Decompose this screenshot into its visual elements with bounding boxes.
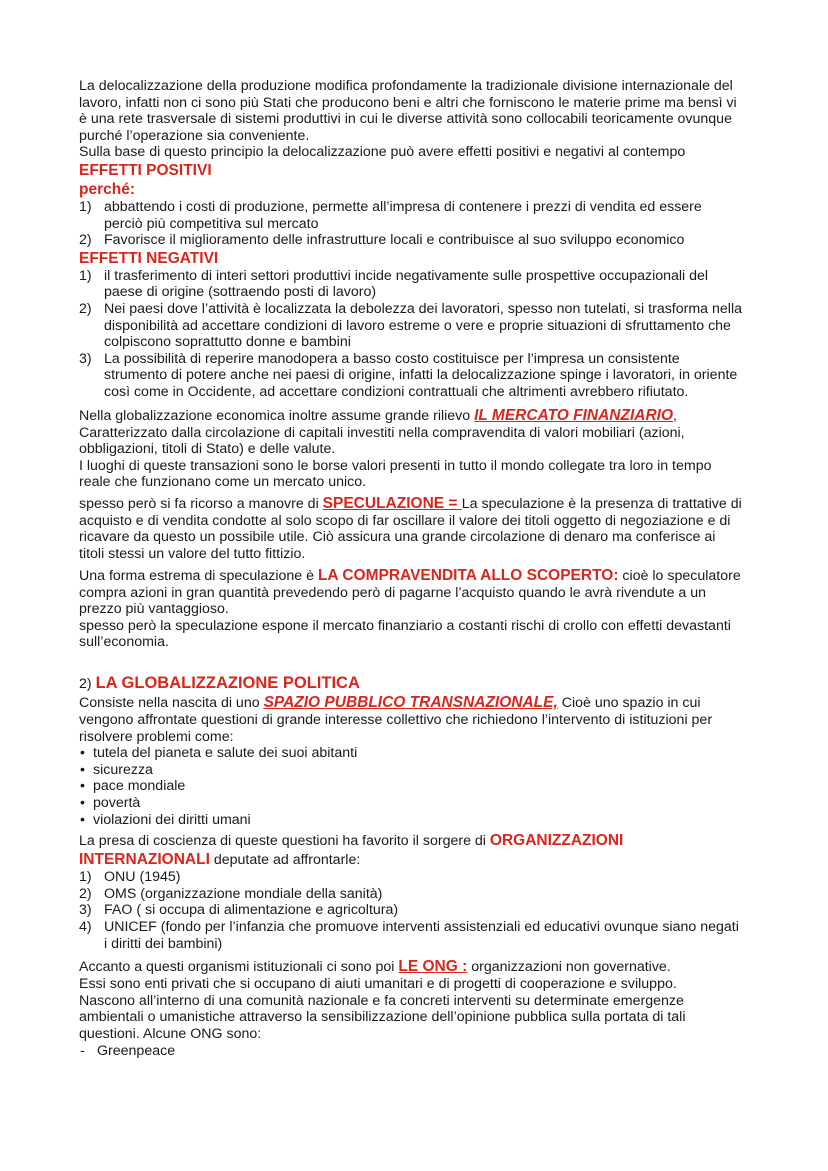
- problems-list: [79, 745, 744, 828]
- speculation-term: SPECULAZIONE =: [322, 494, 462, 512]
- list-item: • povertà: [80, 795, 141, 811]
- positive-effects-heading: EFFETTI POSITIVI: [79, 161, 212, 179]
- ong-origin-paragraph: Nascono all’interno di una comunità nazionale e fa concreti interventi su determinate emergenze ambientali o umanistiche attraverso la sensibilizzazione dell’opinione pubblica sulla portata di tali questioni. Alcune ONG sono:: [79, 992, 686, 1042]
- political-globalization-heading: 2) LA GLOBALIZZAZIONE POLITICA: [79, 674, 360, 693]
- short-selling-paragraph: Una forma estrema di speculazione è LA COMPRAVENDITA ALLO SCOPERTO: cioè lo speculatore compra azioni in gran quantità prevedendo però di pagarne l’acquisto quando le avrà rivendute a un prezzo più vantaggioso.: [79, 566, 741, 618]
- list-item: • pace mondiale: [80, 778, 186, 795]
- intro-paragraph: La delocalizzazione della produzione modifica profondamente la tradizionale divisione internazionale del lavoro, infatti non ci sono più Stati che producono beni e altri che forniscono le materie prime ma bensì vi è una rete trasversale di sistemi produttivi in cui le diverse attività sono collocabili teoricamente ovunque purché l’operazione sia conveniente.: [79, 78, 737, 144]
- financial-market-paragraph: Nella globalizzazione economica inoltre assume grande rilievo IL MERCATO FINANZIARIO, Caratterizzato dalla circolazione di capitali investiti nella compravendita di valori mobiliari (azioni, obbligazioni, titoli di Stato) e delle valute.: [79, 406, 685, 458]
- ong-list: [79, 1043, 744, 1060]
- ong-description: Essi sono enti privati che si occupano di aiuti umanitari e di progetti di cooperazione e sviluppo.: [79, 976, 677, 993]
- public-space-term: SPAZIO PUBBLICO TRANSNAZIONALE,: [263, 694, 558, 712]
- list-item: 1) ONU (1945): [79, 869, 181, 886]
- list-item: 2) Nei paesi dove l’attività è localizzata la debolezza dei lavoratori, spesso non tutelati, si trasforma nella disponibilità ad accettare condizioni di lavoro estreme o vere e proprie situazioni di sfruttamento che colpiscono soprattutto donne e bambini: [79, 300, 742, 351]
- stock-exchange-paragraph: I luoghi di queste transazioni sono le borse valori presenti in tutto il mondo collegate tra loro in tempo reale che funzionano come un mercato unico.: [79, 457, 712, 491]
- list-item: - Greenpeace: [80, 1042, 176, 1059]
- negative-effects-list: [79, 268, 744, 401]
- ong-paragraph: Accanto a questi organismi istituzionali ci sono poi LE ONG : organizzazioni non governative.: [79, 958, 671, 976]
- organizations-paragraph: La presa di coscienza di queste questioni ha favorito il sorgere di ORGANIZZAZIONI INTERNAZIONALI deputate ad affrontarle:: [79, 832, 624, 869]
- crash-risk-paragraph: spesso però la speculazione espone il mercato finanziario a costanti rischi di crollo con effetti devastanti sull’economia.: [79, 617, 731, 651]
- list-item: 2) Favorisce il miglioramento delle infrastrutture locali e contribuisce al suo sviluppo economico: [79, 232, 685, 249]
- positive-effects-list: [79, 199, 744, 249]
- list-item: • tutela del pianeta e salute dei suoi abitanti: [80, 745, 358, 762]
- speculation-paragraph: spesso però si fa ricorso a manovre di SPECULAZIONE = La speculazione è la presenza di trattative di acquisto e di vendita condotte al solo scopo di far oscillare il valore dei titoli oggetto di negoziazione e di ricavare da questo un possibile utile. Ciò assicura una grande circolazione di denaro ma conferisce ai titoli stessi un valore del tutto fittizio.: [79, 494, 742, 563]
- perche-label: perché:: [79, 180, 135, 198]
- negative-effects-heading: EFFETTI NEGATIVI: [79, 249, 219, 267]
- list-item: • violazioni dei diritti umani: [80, 811, 251, 828]
- public-space-paragraph: Consiste nella nascita di uno SPAZIO PUBBLICO TRANSNAZIONALE, Cioè uno spazio in cui vengono affrontate questioni di grande interesse collettivo che richiedono l’intervento di istituzioni per risolvere problemi come:: [79, 694, 713, 745]
- list-item: 3) FAO ( si occupa di alimentazione e agricoltura): [79, 902, 399, 919]
- document-page: [79, 78, 744, 1059]
- organizations-term: ORGANIZZAZIONI INTERNAZIONALI: [79, 832, 624, 869]
- organizations-list: [79, 869, 744, 952]
- short-selling-term: LA COMPRAVENDITA ALLO SCOPERTO:: [317, 566, 619, 584]
- list-item: 3) La possibilità di reperire manodopera a basso costo costituisce per l’impresa un consistente strumento di potere anche nei paesi di origine, infatti la delocalizzazione spinge i lavoratori, in oriente così come in Occidente, ad accettare condizioni contrattuali che altrimenti avrebbero rifiutato.: [79, 350, 738, 400]
- financial-market-term: IL MERCATO FINANZIARIO: [474, 406, 674, 424]
- ong-term: LE ONG :: [398, 958, 468, 976]
- list-item: 1) il trasferimento di interi settori produttivi incide negativamente sulle prospettive occupazionali del paese di origine (sottraendo posti di lavoro): [79, 267, 709, 301]
- list-item: 1) abbattendo i costi di produzione, permette all’impresa di contenere i prezzi di vendita ed essere perciò più competitiva sul mercato: [79, 198, 702, 232]
- list-item: 2) OMS (organizzazione mondiale della sanità): [79, 885, 383, 902]
- intro-paragraph-2: Sulla base di questo principio la delocalizzazione può avere effetti positivi e negativi al contempo: [79, 144, 686, 161]
- list-item: 4) UNICEF (fondo per l’infanzia che promuove interventi assistenziali ed educativi ovunque siano negati i diritti dei bambini): [79, 918, 739, 952]
- list-item: • sicurezza: [80, 761, 153, 778]
